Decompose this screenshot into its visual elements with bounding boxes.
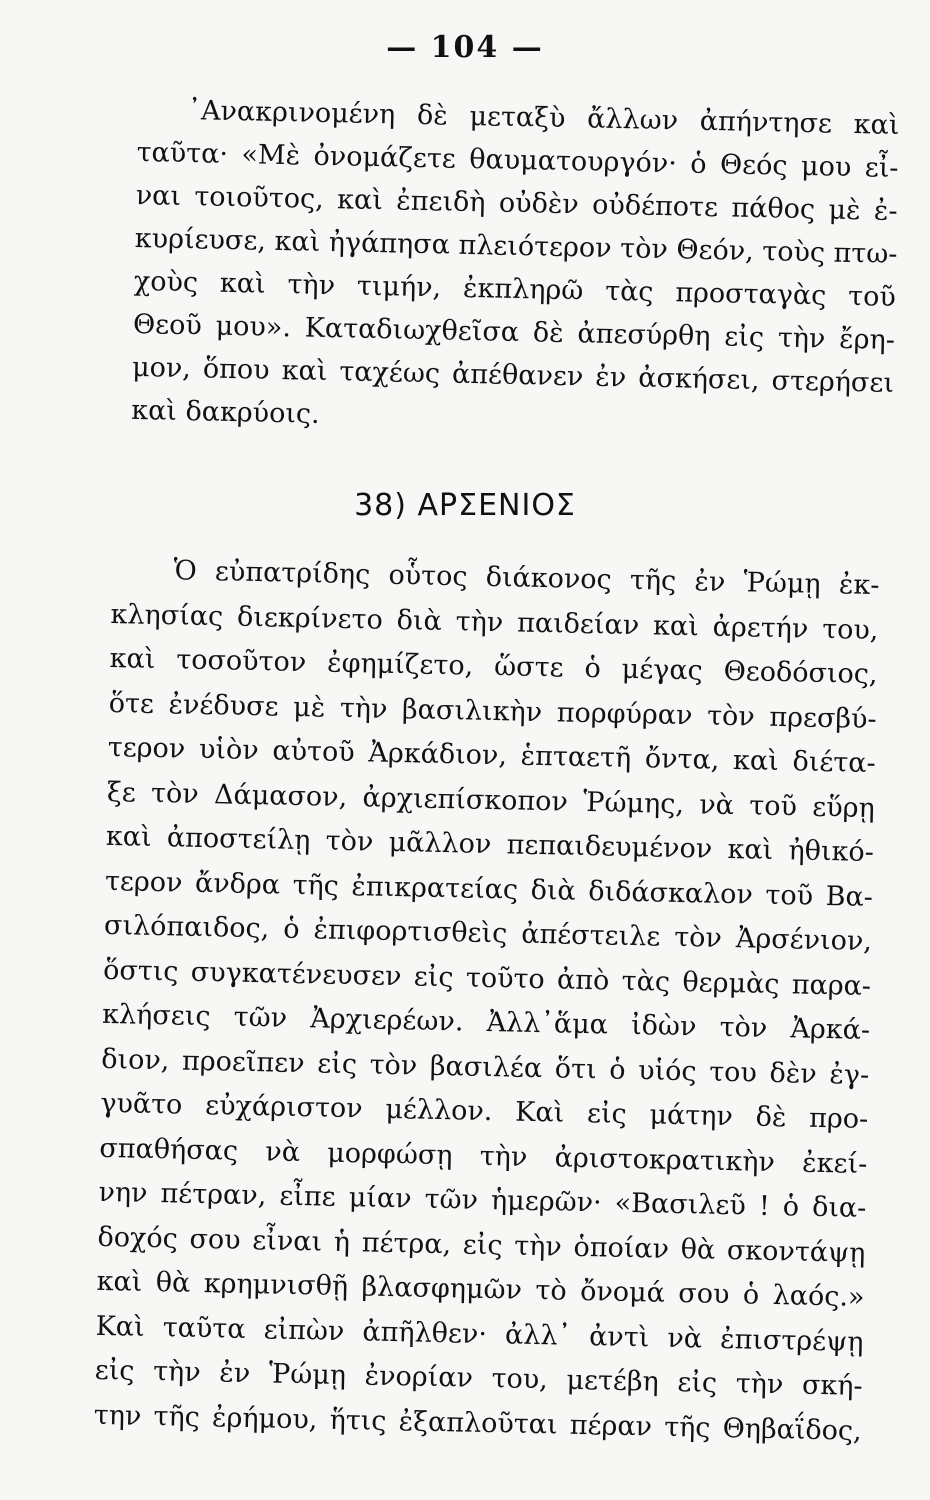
text-line: γυᾶτο εὐχάριστον μέλλον. Καὶ εἰς μάτην δὲ προ- <box>100 1087 869 1135</box>
text-line: καὶ δακρύοις. <box>130 394 321 430</box>
text-line: ᾿Ανακρινομένη δὲ μεταξὺ ἄλλων ἀπήντησε καὶ <box>187 95 900 141</box>
text-line: σπαθήσας νὰ μορφώσῃ τὴν ἀριστοκρατικὴν ἐκεί- <box>99 1132 868 1180</box>
text-line: δοχός σου εἶναι ἡ πέτρα, εἰς τὴν ὁποίαν θὰ σκοντάψῃ <box>97 1221 866 1269</box>
section-heading: 38) ΑΡΣΕΝΙΟΣ <box>354 488 576 523</box>
text-line: μον, ὅπου καὶ ταχέως ἀπέθανεν ἐν ἀσκήσει, στερήσει <box>131 351 895 399</box>
paragraph-previous-entry <box>131 88 900 448</box>
text-line: καὶ τοσοῦτον ἐφημίζετο, ὥστε ὁ μέγας Θεοδόσιος, <box>109 642 878 691</box>
text-line: Καὶ ταῦτα εἰπὼν ἀπῆλθεν· ἀλλ᾿ ἀντὶ νὰ ἐπιστρέψῃ <box>95 1310 864 1358</box>
text-line: καὶ ἀποστείλῃ τὸν μᾶλλον πεπαιδευμένον καὶ ἠθικό- <box>105 820 875 869</box>
text-line: κλησίας διεκρίνετο διὰ τὴν παιδείαν καὶ ἀρετήν του, <box>110 598 879 646</box>
text-line: τερον υἱὸν αὐτοῦ Ἀρκάδιον, ἑπταετῆ ὄντα, καὶ διέτα- <box>107 731 876 780</box>
text-line: Ὁ εὐπατρίδης οὗτος διάκονος τῆς ἐν Ῥώμῃ ἐκ- <box>173 555 880 602</box>
text-line: ὅστις συγκατένευσεν εἰς τοῦτο ἀπὸ τὰς θερμὰς παρα- <box>102 954 872 1002</box>
text-line: ταῦτα· «Μὲ ὀνομάζετε θαυματουργόν· ὁ Θεός μου εἶ- <box>136 136 899 184</box>
text-line: χοὺς καὶ τὴν τιμήν, ἐκπληρῶ τὰς προσταγὰς τοῦ <box>133 265 897 313</box>
text-line: διον, προεῖπεν εἰς τὸν βασιλέα ὅτι ὁ υἱός του δὲν ἐγ- <box>100 1043 870 1091</box>
text-line: καὶ θὰ κρημνισθῇ βλασφημῶν τὸ ὄνομά σου ὁ λαός.» <box>96 1265 865 1313</box>
page-number: — 104 — <box>386 30 544 65</box>
paragraph-arsenios <box>93 548 879 1454</box>
text-line: την τῆς ἐρήμου, ἥτις ἐξαπλοῦται πέραν τῆς Θηβαΐδος, <box>93 1399 862 1447</box>
text-line: ξε τὸν Δάμασον, ἀρχιεπίσκοπον Ῥώμης, νὰ τοῦ εὕρῃ <box>106 776 876 824</box>
text-line: κλήσεις τῶν Ἀρχιερέων. Ἀλλ᾿ἅμα ἰδὼν τὸν Ἀρκά- <box>101 998 871 1046</box>
text-line: τερον ἄνδρα τῆς ἐπικρατείας διὰ διδάσκαλον τοῦ Βα- <box>104 865 874 913</box>
text-line: νην πέτραν, εἶπε μίαν τῶν ἡμερῶν· «Βασιλεῦ ! ὁ δια- <box>98 1176 867 1224</box>
text-line: Θεοῦ μου». Καταδιωχθεῖσα δὲ ἀπεσύρθη εἰς τὴν ἔρη- <box>132 308 896 356</box>
text-line: κυρίευσε, καὶ ἠγάπησα πλειότερον τὸν Θεόν, τοὺς πτω- <box>134 222 898 270</box>
text-line: ὅτε ἐνέδυσε μὲ τὴν βασιλικὴν πορφύραν τὸν πρεσβύ- <box>108 687 877 735</box>
text-line: ναι τοιοῦτος, καὶ ἐπειδὴ οὐδὲν οὐδέποτε πάθος μὲ ἐ- <box>135 179 898 227</box>
text-line: εἰς τὴν ἐν Ῥώμῃ ἐνορίαν του, μετέβη εἰς τὴν σκή- <box>94 1354 863 1402</box>
text-line: σιλόπαιδος, ὁ ἐπιφορτισθεὶς ἀπέστειλε τὸν Ἀρσένιον, <box>103 909 873 957</box>
